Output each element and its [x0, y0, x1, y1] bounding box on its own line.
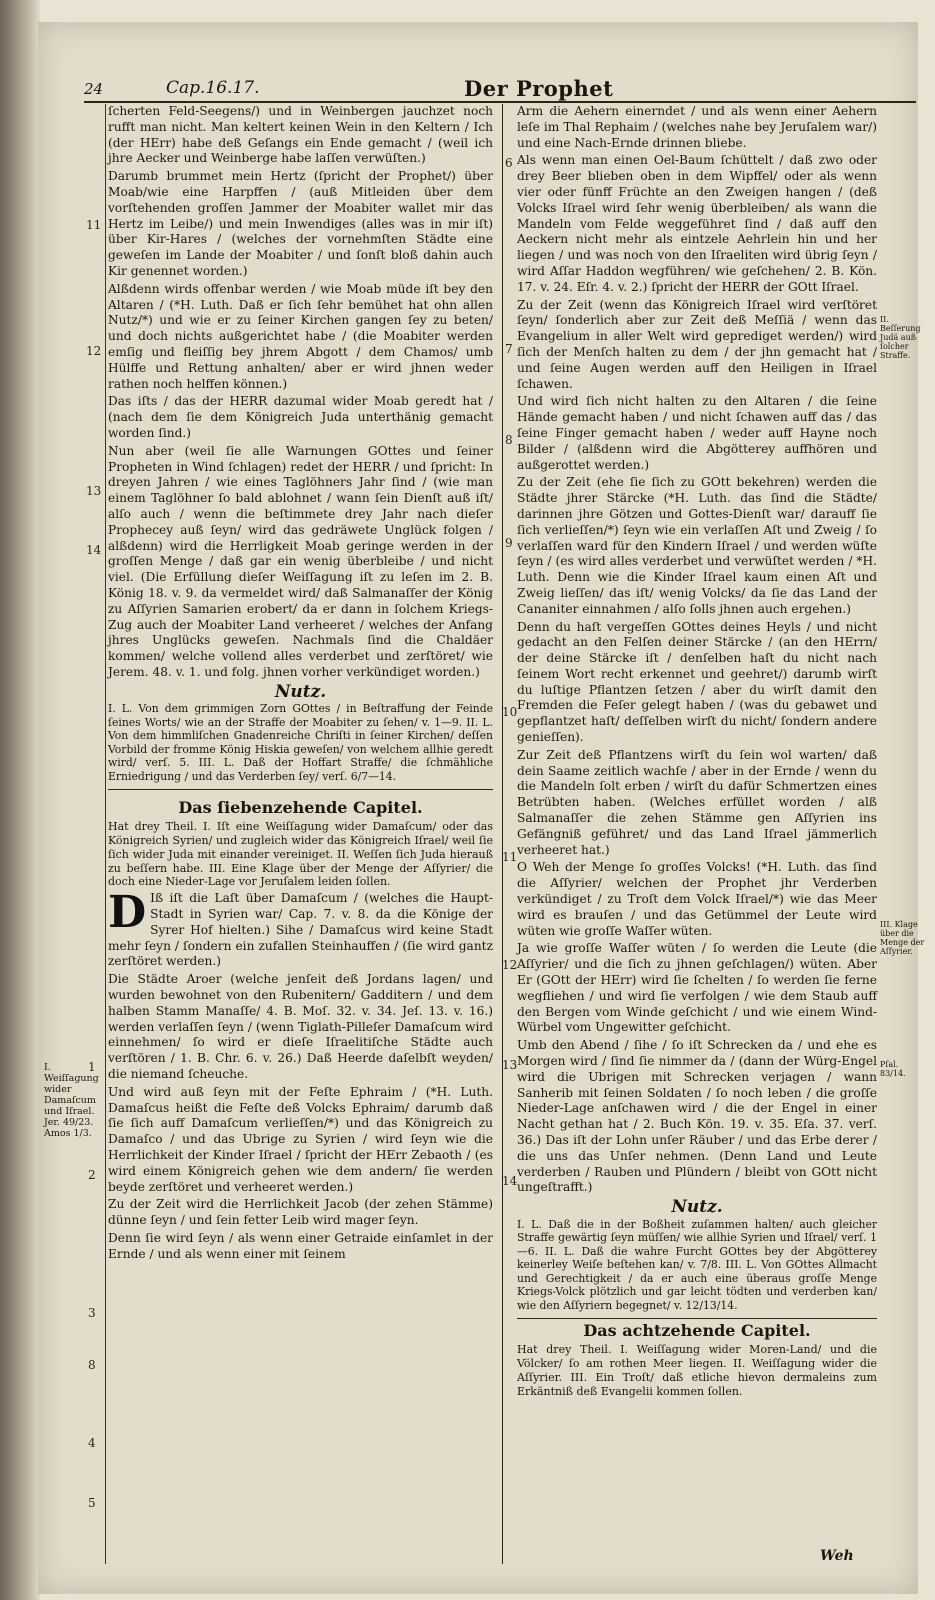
verse-text [108, 887, 493, 970]
verse-number: 8 [505, 433, 513, 447]
verse-text: Als wenn man einen Oel-Baum ſchüttelt / daß zwo oder drey Beer blieben oben in dem Wipffel/ oder als wenn vier oder fünff Früchte an den Zweigen hangen / (deß Volcks Iſrael wird ſehr wenig überbleiben/ als wann die Mandeln vom Felde weggeführet ſind / daß auff den Aeckern nicht mehr als eintzele Aehrlein hin und her liegen / und was noch von den Iſraeliten wird übrig ſeyn / wird Aſſar Haddon wegführen/ wie geſchehen/ 2. B. Kön. 17. v. 24. Eſr. 4. v. 2.) ſpricht der HERR der GOtt Iſrael. [517, 153, 877, 294]
verse-number: 9 [505, 536, 513, 550]
catchword: Weh [820, 1548, 854, 1564]
page-number: 24 [84, 80, 104, 98]
verse-text: Arm die Aehern einerndet / und als wenn einer Aehern leſe im Thal Rephaim / (welches nahe bey Jeruſalem war/) und eine Nach-Ernde drinnen bliebe. [517, 104, 877, 150]
verse-number: 1 [88, 1060, 96, 1074]
verse-text: Denn ſie wird ſeyn / als wenn einer Getraide einſamlet in der Ernde / und als wenn einer mit ſeinem [108, 1231, 493, 1261]
verse-number: 4 [88, 1436, 96, 1450]
chapter-summary: Hat drey Theil. I. Weiſſagung wider Moren-Land/ und die Völcker/ ſo am rothen Meer liegen. II. Weiſſagung wider die Aſſyrier. III. Ein Troſt/ daß etliche hievon dermaleins zum Erkäntniß deß Evangelii kommen ſollen. [517, 1343, 877, 1398]
nutz-heading: Nutz. [274, 681, 327, 702]
verse-number: 14 [502, 1174, 518, 1188]
verse-text: O Weh der Menge ſo groſſes Volcks! (*H. Luth. das ſind die Aſſyrier/ welchen der Prophet jhr Verderben verkündiget / zu Troſt dem Volck Iſrael/*) wie das Meer wird es brauſen / und das Getümmel der Leute wird wüten wie groſſe Waſſer wüten. [517, 860, 877, 938]
verse-number: 12 [86, 344, 102, 358]
verse-number: 11 [502, 850, 518, 864]
verse-text: Nun aber (weil ſie alle Warnungen GOttes und ſeiner Propheten in Wind ſchlagen) redet der HERR / und ſpricht: In dreyen Jahren / wie eines Taglöhners Jahr ſind / (wie man einem Taglöhner ſo bald ablohnet / wann ſein Dienſt auß iſt/ alſo auch / wenn die beſtimmete drey Jahr nach dieſer Prophecey auß ſeyn/ wird das gedräwete Unglück folgen / alßdenn) wird die Herrligkeit Moab geringe werden in der groſſen Menge / daß gar ein wenig überbleibe / und nicht viel. (Die Erfüllung dieſer Weiſſagung iſt zu leſen im 2. B. König 18. v. 9. da vermeldet wird/ daß Salmanaſſer der König zu Aſſyrien Samarien erobert/ da er dann in ſolchem Kriegs-Zug auch der Moabiter Land verheeret / welches der Anfang jhres Unglücks geweſen. Nachmals ſind die Chaldäer kommen/ welche vollend alles verderbet und zerſtöret/ wie Jerem. 48. v. 1. und folg. jhnen vorher verkündiget worden.) [108, 443, 493, 679]
margin-note-right: II. Beſſerung Judä auß ſolcher Straffe. [880, 315, 921, 360]
chapter-title: Das ſiebenzehende Capitel. [178, 798, 423, 818]
nutz-text: I. L. Daß die in der Boßheit zuſammen halten/ auch gleicher Straffe gewärtig ſeyn müſſen/ wie allhie Syrien und Iſrael/ verſ. 1—6. II. L. Daß die wahre Furcht GOttes bey der Abgötterey keinerley Weiſe beſtehen kan/ v. 7/8. III. L. Von GOttes Allmacht und Gerechtigkeit / da er auch eine überaus groſſe Menge Kriegs-Volck plötzlich und gar leicht tödten und verderben kan/ wie den Aſſyriern begegnet/ v. 12/13/14. [517, 1217, 877, 1312]
verse-text: Zu der Zeit wird die Herrlichkeit Jacob (der zehen Stämme) dünne ſeyn / und ſein fetter Leib wird mager ſeyn. [108, 1197, 493, 1228]
verse-text: Zur Zeit deß Pflantzens wirſt du ſein wol warten/ daß dein Saame zeitlich wachſe / aber in der Ernde / wenn du die Mandeln ſolt erben / wirſt du dafür Schmertzen eines Betrübten haben. (Welches erfüllet worden / alß Salmanaſſer die zehen Stämme gen Aſſyrien ins Gefängniß geführet/ und das Land Iſrael jämmerlich verheeret hat.) [517, 747, 877, 857]
left-column-rule [105, 104, 106, 1564]
section-rule [108, 789, 493, 790]
verse-text: Darumb brummet mein Hertz (ſpricht der Prophet/) über Moab/wie eine Harpffen / (auß Mitleiden über dem vorſtehenden groſſen Jammer der Moabiter wallet mir das Hertz im Leibe/) und mein Inwendiges (alles was in mir iſt) über Kir-Hares / (welches der vornehmſten Städte eine geweſen im Lande der Moabiter / und ſonſt bloß dahin auch Kir genennet worden.) [108, 169, 493, 278]
verse-number: 13 [86, 484, 102, 498]
margin-note-right: Pſal. 83/14. [880, 1060, 906, 1078]
verse-number: 7 [505, 342, 513, 356]
verse-number: 2 [88, 1168, 96, 1182]
header-rule [84, 101, 916, 103]
verse-number: 6 [505, 156, 513, 170]
verse-number: 13 [502, 1058, 518, 1072]
right-column [517, 104, 877, 1400]
verse-number: 10 [502, 705, 518, 719]
verse-text: Das iſts / das der HERR dazumal wider Moab geredt hat / (nach dem ſie dem Königreich Juda unterthänig gemacht worden ſind.) [108, 394, 493, 440]
verse-text: Alßdenn wirds offenbar werden / wie Moab müde iſt bey den Altaren / (*H. Luth. Daß er ſich ſehr bemühet hat ohn allen Nutz/*) und wie er zu ſeiner Kirchen gangen ſey zu beten/ und doch nichts außgerichtet habe / (die Moabiter werden emſig und fleiſſig bey jhrem Abgott / dem Chamos/ umb Hülffe und Rettung anhalten/ aber er wird jhnen weder rathen noch helffen können.) [108, 281, 493, 391]
verse-text: Und wird auß ſeyn mit der Feſte Ephraim / (*H. Luth. Damaſcus heißt die Feſte deß Volcks Ephraim/ darumb daß ſie ſich auff Damaſcum verlieſſen/*) und das Königreich zu Damaſco / und das Ubrige zu Syrien / wird ſeyn wie die Herrlichkeit der Kinder Iſrael / ſpricht der HErr Zebaoth / (es wird einem Königreich gehen wie dem andern/ ſie werden beyde zerſtöret und verheeret werden.) [108, 1084, 493, 1194]
binding-gutter [0, 0, 40, 1600]
column-divider [502, 104, 503, 1564]
section-rule [517, 1318, 877, 1319]
verse-number: 3 [88, 1306, 96, 1320]
verse-number: 11 [86, 218, 102, 232]
verse-number: 8 [88, 1358, 96, 1372]
verse-text: Denn du haſt vergeſſen GOttes deines Heyls / und nicht gedacht an den Felſen deiner Stärcke / (an den HErrn/ der deine Stärcke iſt / denſelben haſt du nicht nach ſeinem Wort recht erkennet und geehret/) darumb wirſt du luſtige Pflantzen ſetzen / aber du wirſt damit den Fremden die Feſer gelegt haben / (was du gebawet und gepflantzet haſt/ deſſelben wirſt du nicht/ ſondern andere genieſſen). [517, 619, 877, 745]
verse-text: Zu der Zeit (ehe ſie ſich zu GOtt bekehren) werden die Städte jhrer Stärcke (*H. Luth. das ſind die Städte/ darinnen jhre Götzen und Gottes-Dienſt war/ darauff ſie ſich verlieſſen/*) ſeyn wie ein verlaſſen Aſt und Zweig / ſo verlaſſen ward für den Kindern Iſrael / und werden wüſte ſeyn / (es wird alles verderbet und verwüſtet werden / *H. Luth. Denn wie die Kinder Iſrael kaum einen Aſt und Zweig lieſſen/ das iſt/ wenig Volcks/ da ſie das Land der Cananiter einnahmen / alſo ſolls jhnen auch ergehen.) [517, 475, 877, 616]
margin-note-left: I. Weiſſagung wider Damaſcum und Iſrael. Jer. 49/23. Amos 1/3. [44, 1062, 99, 1139]
verse-text: Und wird ſich nicht halten zu den Altaren / die ſeine Hände gemacht haben / und nicht ſchawen auff das / das ſeine Finger gemacht haben / weder auff Hayne noch Bilder / (alßdenn wird die Abgötterey auffhören und außgerottet werden.) [517, 394, 877, 472]
verse-text: Zu der Zeit (wenn das Königreich Iſrael wird verſtöret ſeyn/ ſonderlich aber zur Zeit deß Meſſiä / wenn das Evangelium in aller Welt wird geprediget werden/) wird ſich der Menſch halten zu dem / der jhn gemacht hat / und ſeine Augen werden auff den Heiligen in Iſrael ſchawen. [517, 297, 877, 391]
verse-number: 5 [88, 1496, 96, 1510]
running-head-chapter: Cap.16.17. [166, 78, 260, 98]
nutz-text: I. L. Von dem grimmigen Zorn GOttes / in Beſtraffung der Feinde ſeines Worts/ wie an der Straffe der Moabiter zu ſehen/ v. 1—9. II. L. Von dem himmliſchen Gnadenreiche Chriſti in ſeiner Kirchen/ deſſen Vorbild der fromme König Hiskia geweſen/ von welchem allhie geredt wird/ verſ. 5. III. L. Daß der Hoffart Straffe/ die ſchmähliche Erniedrigung / und das Verderben ſey/ verſ. 6/7—14. [108, 702, 493, 783]
nutz-heading: Nutz. [671, 1197, 723, 1218]
verse-number: 14 [86, 543, 102, 557]
verse-text: ſcherten Feld-Seegens/) und in Weinbergen jauchzet noch rufft man nicht. Man keltert keinen Wein in den Keltern / Ich (der HErr) habe deß Geſangs ein Ende gemacht / (weil ich jhre Aecker und Weinberge habe laſſen verwüſten.) [108, 104, 493, 166]
margin-note-right: III. Klage über die Menge der Aſſyrier. [880, 920, 925, 956]
verse-text: Ja wie groſſe Waſſer wüten / ſo werden die Leute (die Aſſyrier/ und die ſich zu jhnen geſchlagen/) wüten. Aber Er (GOtt der HErr) wird ſie ſchelten / ſo werden ſie ferne wegfliehen / und wird ſie verfolgen / wie dem Staub auff den Bergen vom Winde geſchicht / und wie einem Wind-Würbel vom Ungewitter geſchicht. [517, 941, 877, 1035]
verse-text: Umb den Abend / ſihe / ſo iſt Schrecken da / und ehe es Morgen wird / ſind ſie nimmer da / (dann der Würg-Engel wird die Ubrigen mit Schrecken verjagen / wann Sanherib mit ſeinen Soldaten / ſo noch leben / die groſſe Nieder-Lage anſchawen wird / die der Engel in einer Nacht gethan hat / 2. Buch Kön. 19. v. 35. Eſa. 37. verſ. 36.) Das iſt der Lohn unſer Räuber / und das Erbe derer / die uns das Unſer nehmen. (Denn Land und Leute verderben / Rauben und Plündern / bleibt von GOtt nicht ungeſtrafft.) [517, 1038, 877, 1195]
verse-text: Die Städte Aroer (welche jenſeit deß Jordans lagen/ und wurden bewohnet von den Rubenitern/ Gadditern / und dem halben Stamm Manaſſe/ 4. B. Moſ. 32. v. 34. Jeſ. 13. v. 16.) werden verlaſſen ſeyn / (wenn Tiglath-Pilleſer Damaſcum wird einnehmen/ ſo wird er dieſe Iſraelitiſche Städte auch verſtören / 1. B. Chr. 6. v. 26.) Daß Heerde daſelbſt weyden/ die niemand ſcheuche. [108, 972, 493, 1082]
left-column [108, 104, 493, 1265]
verse-number: 12 [502, 958, 518, 972]
chapter-title: Das achtzehende Capitel. [583, 1321, 811, 1341]
running-head-title: Der Prophet [464, 76, 614, 101]
verse-body: Iß iſt die Laſt über Damaſcum / (welches die Haupt-Stadt in Syrien war/ Cap. 7. v. 8. da die Könige der Syrer Hof hielten.) Sihe / Damaſcus wird keine Stadt mehr ſeyn / ſondern ein zufallen Steinhauffen / (ſie wird gantz zerſtöret werden.) [108, 891, 493, 969]
drop-cap: D [108, 887, 147, 939]
chapter-summary: Hat drey Theil. I. Iſt eine Weiſſagung wider Damaſcum/ oder das Königreich Syrien/ und zugleich wider das Königreich Iſrael/ weil ſie ſich wider Juda mit einander vereiniget. II. Weſſen ſich Juda hierauß zu beſſern habe. III. Eine Klage über der Menge der Aſſyrier/ die doch eine Nieder-Lage vor Jeruſalem leiden ſollen. [108, 820, 493, 889]
